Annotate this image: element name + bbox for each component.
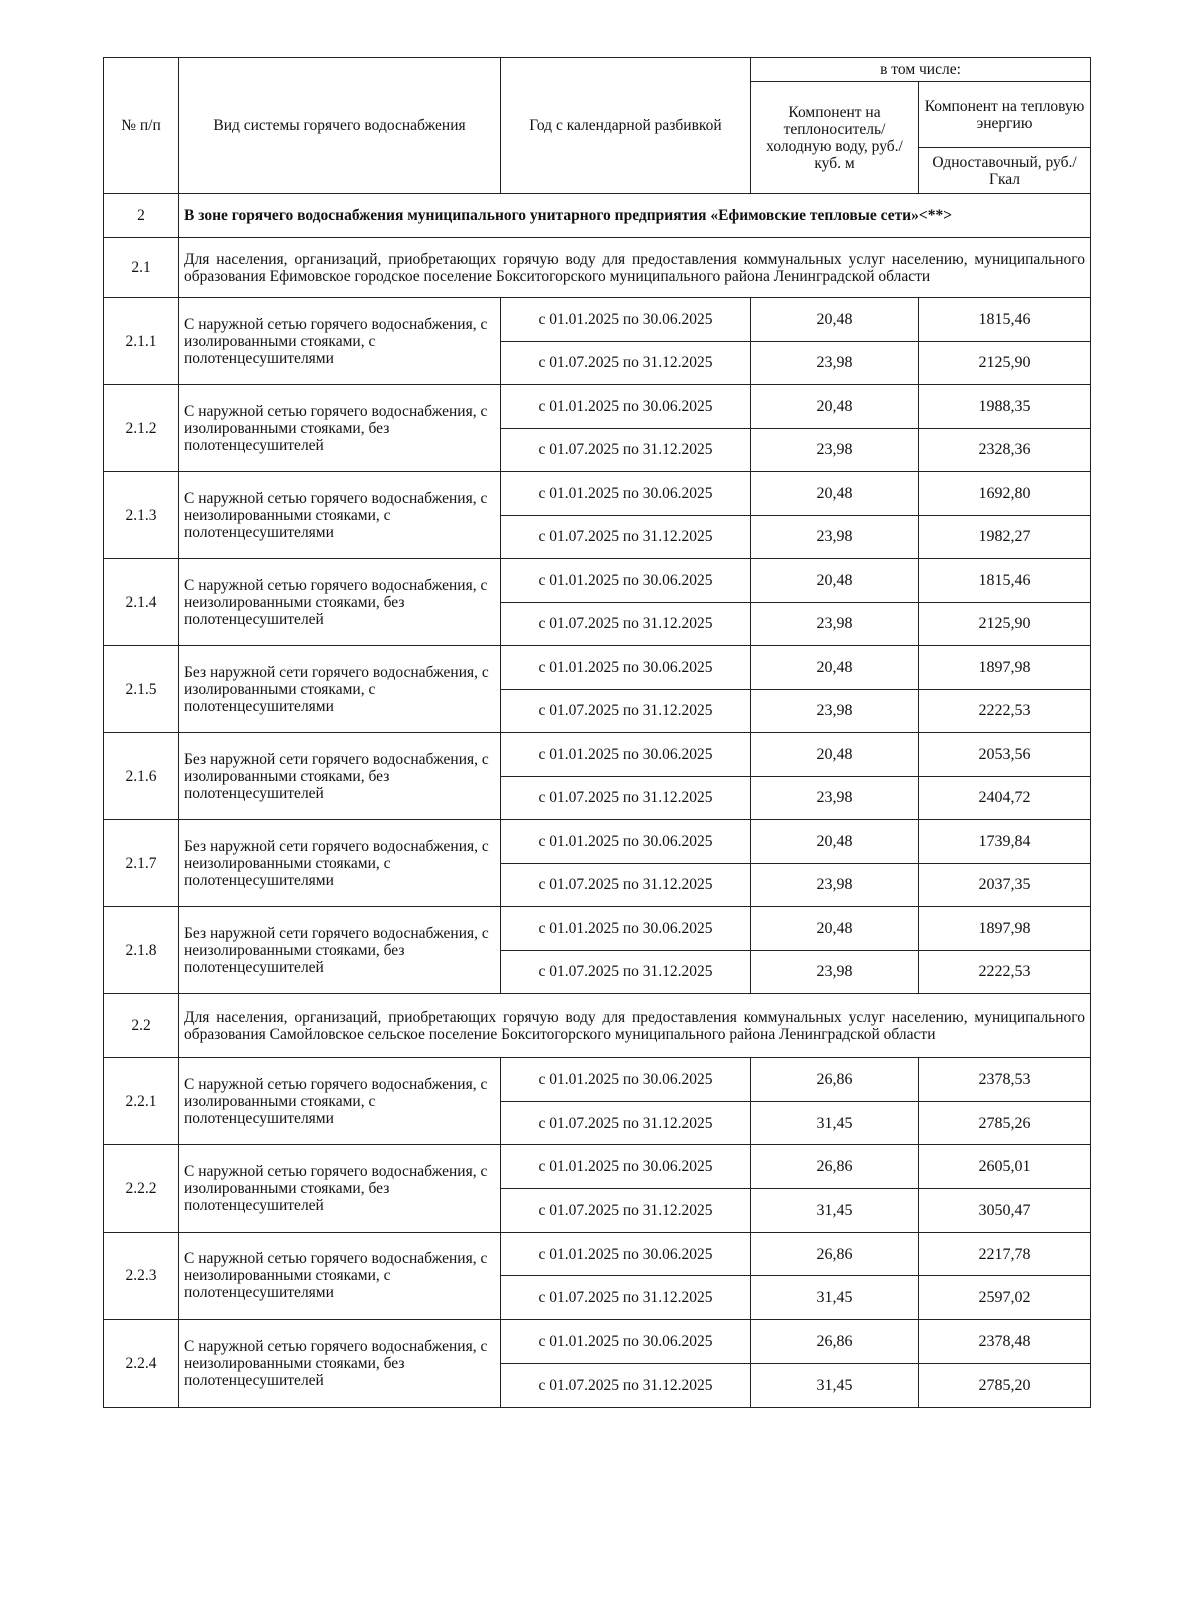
energy-rate: 1988,35 xyxy=(919,385,1091,429)
energy-rate: 1815,46 xyxy=(919,559,1091,603)
energy-rate: 1739,84 xyxy=(919,820,1091,864)
period: с 01.07.2025 по 31.12.2025 xyxy=(501,950,751,994)
item-number: 2.1.8 xyxy=(104,907,179,994)
period: с 01.01.2025 по 30.06.2025 xyxy=(501,559,751,603)
period: с 01.07.2025 по 31.12.2025 xyxy=(501,689,751,733)
item-number: 2.2.1 xyxy=(104,1058,179,1145)
energy-rate: 1815,46 xyxy=(919,298,1091,342)
item-description: С наружной сетью горячего водоснабжения, с неизолированными стояками, без полотенцесушителей xyxy=(179,559,501,646)
period: с 01.07.2025 по 31.12.2025 xyxy=(501,1189,751,1233)
header-including: в том числе: xyxy=(751,58,1091,82)
period: с 01.01.2025 по 30.06.2025 xyxy=(501,1320,751,1364)
table-row xyxy=(104,907,1091,951)
period: с 01.07.2025 по 31.12.2025 xyxy=(501,515,751,559)
energy-rate: 2785,20 xyxy=(919,1363,1091,1407)
energy-rate: 1982,27 xyxy=(919,515,1091,559)
period: с 01.01.2025 по 30.06.2025 xyxy=(501,1058,751,1102)
tariff-table xyxy=(103,57,1091,1408)
section-number: 2 xyxy=(104,194,179,238)
energy-rate: 2378,48 xyxy=(919,1320,1091,1364)
subsection-number: 2.2 xyxy=(104,994,179,1058)
energy-rate: 2125,90 xyxy=(919,341,1091,385)
item-description: Без наружной сети горячего водоснабжения, с изолированными стояками, с полотенцесушителями xyxy=(179,646,501,733)
carrier-rate: 20,48 xyxy=(751,298,919,342)
table-row xyxy=(104,1232,1091,1276)
item-number: 2.1.2 xyxy=(104,385,179,472)
subsection-title: Для населения, организаций, приобретающих горячую воду для предоставления коммунальных услуг населению, муниципального образования Самойловское сельское поселение Бокситогорского муниципального района Ленинградской области xyxy=(179,994,1091,1058)
subsection-number: 2.1 xyxy=(104,238,179,298)
period: с 01.01.2025 по 30.06.2025 xyxy=(501,472,751,516)
item-description: Без наружной сети горячего водоснабжения, с неизолированными стояками, без полотенцесушителей xyxy=(179,907,501,994)
header-system-type: Вид системы горячего водоснабжения xyxy=(179,58,501,194)
table-row xyxy=(104,472,1091,516)
period: с 01.01.2025 по 30.06.2025 xyxy=(501,1145,751,1189)
energy-rate: 1897,98 xyxy=(919,907,1091,951)
carrier-rate: 26,86 xyxy=(751,1232,919,1276)
item-description: С наружной сетью горячего водоснабжения, с изолированными стояками, с полотенцесушителями xyxy=(179,298,501,385)
item-number: 2.1.6 xyxy=(104,733,179,820)
energy-rate: 3050,47 xyxy=(919,1189,1091,1233)
energy-rate: 2597,02 xyxy=(919,1276,1091,1320)
subsection-title: Для населения, организаций, приобретающих горячую воду для предоставления коммунальных услуг населению, муниципального образования Ефимовское городское поселение Бокситогорского муниципального района Ленинградской области xyxy=(179,238,1091,298)
table-row xyxy=(104,1320,1091,1364)
period: с 01.07.2025 по 31.12.2025 xyxy=(501,602,751,646)
carrier-rate: 23,98 xyxy=(751,950,919,994)
period: с 01.07.2025 по 31.12.2025 xyxy=(501,1276,751,1320)
item-number: 2.1.7 xyxy=(104,820,179,907)
table-row xyxy=(104,298,1091,342)
period: с 01.01.2025 по 30.06.2025 xyxy=(501,733,751,777)
carrier-rate: 26,86 xyxy=(751,1320,919,1364)
carrier-rate: 31,45 xyxy=(751,1189,919,1233)
item-description: С наружной сетью горячего водоснабжения, с изолированными стояками, без полотенцесушителей xyxy=(179,1145,501,1232)
subsection-row xyxy=(104,238,1091,298)
carrier-rate: 23,98 xyxy=(751,602,919,646)
carrier-rate: 26,86 xyxy=(751,1145,919,1189)
energy-rate: 2222,53 xyxy=(919,689,1091,733)
carrier-rate: 20,48 xyxy=(751,733,919,777)
period: с 01.01.2025 по 30.06.2025 xyxy=(501,820,751,864)
carrier-rate: 31,45 xyxy=(751,1101,919,1145)
item-description: Без наружной сети горячего водоснабжения, с изолированными стояками, без полотенцесушителей xyxy=(179,733,501,820)
energy-rate: 2125,90 xyxy=(919,602,1091,646)
item-description: С наружной сетью горячего водоснабжения, с неизолированными стояками, без полотенцесушителей xyxy=(179,1320,501,1407)
carrier-rate: 23,98 xyxy=(751,863,919,907)
energy-rate: 2785,26 xyxy=(919,1101,1091,1145)
energy-rate: 2328,36 xyxy=(919,428,1091,472)
header-year: Год с календарной разбивкой xyxy=(501,58,751,194)
table-row xyxy=(104,1145,1091,1189)
period: с 01.07.2025 по 31.12.2025 xyxy=(501,341,751,385)
carrier-rate: 20,48 xyxy=(751,472,919,516)
carrier-rate: 23,98 xyxy=(751,515,919,559)
period: с 01.01.2025 по 30.06.2025 xyxy=(501,385,751,429)
period: с 01.07.2025 по 31.12.2025 xyxy=(501,428,751,472)
period: с 01.07.2025 по 31.12.2025 xyxy=(501,863,751,907)
energy-rate: 2378,53 xyxy=(919,1058,1091,1102)
energy-rate: 2053,56 xyxy=(919,733,1091,777)
header-carrier-component: Компонент на теплоноситель/ холодную воду, руб./куб. м xyxy=(751,82,919,194)
table-row xyxy=(104,1058,1091,1102)
item-number: 2.1.5 xyxy=(104,646,179,733)
table-row xyxy=(104,733,1091,777)
item-description: Без наружной сети горячего водоснабжения, с неизолированными стояками, с полотенцесушителями xyxy=(179,820,501,907)
header-num: № п/п xyxy=(104,58,179,194)
carrier-rate: 20,48 xyxy=(751,907,919,951)
energy-rate: 2605,01 xyxy=(919,1145,1091,1189)
period: с 01.01.2025 по 30.06.2025 xyxy=(501,1232,751,1276)
table-row xyxy=(104,820,1091,864)
item-number: 2.2.4 xyxy=(104,1320,179,1407)
carrier-rate: 31,45 xyxy=(751,1363,919,1407)
item-description: С наружной сетью горячего водоснабжения, с неизолированными стояками, с полотенцесушителями xyxy=(179,472,501,559)
item-description: С наружной сетью горячего водоснабжения, с изолированными стояками, с полотенцесушителями xyxy=(179,1058,501,1145)
item-description: С наружной сетью горячего водоснабжения, с неизолированными стояками, с полотенцесушителями xyxy=(179,1232,501,1319)
energy-rate: 2404,72 xyxy=(919,776,1091,820)
table-row xyxy=(104,385,1091,429)
carrier-rate: 26,86 xyxy=(751,1058,919,1102)
period: с 01.07.2025 по 31.12.2025 xyxy=(501,1363,751,1407)
period: с 01.01.2025 по 30.06.2025 xyxy=(501,298,751,342)
carrier-rate: 20,48 xyxy=(751,385,919,429)
carrier-rate: 20,48 xyxy=(751,559,919,603)
section-title: В зоне горячего водоснабжения муниципального унитарного предприятия «Ефимовские тепловые сети»<**> xyxy=(179,194,1091,238)
energy-rate: 1692,80 xyxy=(919,472,1091,516)
item-number: 2.1.3 xyxy=(104,472,179,559)
item-description: С наружной сетью горячего водоснабжения, с изолированными стояками, без полотенцесушителей xyxy=(179,385,501,472)
carrier-rate: 20,48 xyxy=(751,820,919,864)
item-number: 2.2.3 xyxy=(104,1232,179,1319)
item-number: 2.1.1 xyxy=(104,298,179,385)
carrier-rate: 23,98 xyxy=(751,428,919,472)
energy-rate: 2217,78 xyxy=(919,1232,1091,1276)
section-row xyxy=(104,194,1091,238)
period: с 01.07.2025 по 31.12.2025 xyxy=(501,776,751,820)
carrier-rate: 23,98 xyxy=(751,689,919,733)
energy-rate: 2037,35 xyxy=(919,863,1091,907)
item-number: 2.2.2 xyxy=(104,1145,179,1232)
carrier-rate: 20,48 xyxy=(751,646,919,690)
period: с 01.01.2025 по 30.06.2025 xyxy=(501,907,751,951)
carrier-rate: 23,98 xyxy=(751,776,919,820)
item-number: 2.1.4 xyxy=(104,559,179,646)
table-row xyxy=(104,646,1091,690)
header-energy-single-rate: Одноставочный, руб./Гкал xyxy=(919,148,1091,194)
carrier-rate: 23,98 xyxy=(751,341,919,385)
subsection-row xyxy=(104,994,1091,1058)
header-energy-component: Компонент на тепловую энергию xyxy=(919,82,1091,148)
period: с 01.01.2025 по 30.06.2025 xyxy=(501,646,751,690)
table-row xyxy=(104,559,1091,603)
energy-rate: 2222,53 xyxy=(919,950,1091,994)
period: с 01.07.2025 по 31.12.2025 xyxy=(501,1101,751,1145)
energy-rate: 1897,98 xyxy=(919,646,1091,690)
carrier-rate: 31,45 xyxy=(751,1276,919,1320)
